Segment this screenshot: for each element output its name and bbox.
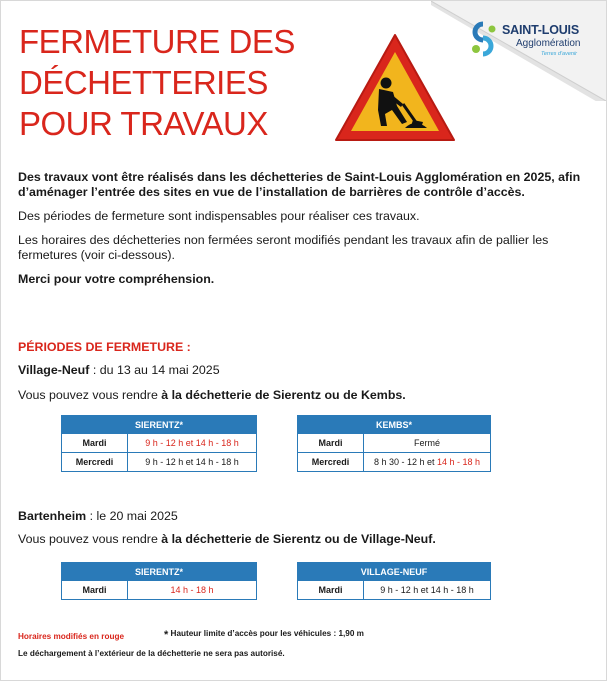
- day-cell: Mercredi: [298, 453, 364, 472]
- bartenheim-period: [18, 509, 178, 523]
- redirect-target: à la déchetterie de Sierentz ou de Village-Neuf.: [161, 532, 436, 546]
- table-row: [62, 434, 257, 453]
- village-neuf-dates: : du 13 au 14 mai 2025: [89, 363, 220, 377]
- table-header: VILLAGE-NEUF: [298, 563, 491, 581]
- hours-cell: [364, 453, 491, 472]
- logo-sub: Agglomération: [516, 38, 581, 49]
- kembs-hours-table: [297, 415, 491, 472]
- redirect-target: à la déchetterie de Sierentz ou de Kembs.: [161, 388, 406, 402]
- intro-paragraph-4: Merci pour votre compréhension.: [18, 272, 215, 286]
- hours-cell: 14 h - 18 h: [128, 581, 257, 600]
- redirect-prefix: Vous pouvez vous rendre: [18, 388, 162, 402]
- roadworks-sign-icon: [333, 32, 457, 144]
- day-cell: Mardi: [298, 434, 364, 453]
- sierentz-hours-table-1: [61, 415, 257, 472]
- asterisk: *: [164, 629, 169, 641]
- day-cell: Mardi: [62, 434, 128, 453]
- page-title: [19, 21, 319, 144]
- unloading-note: Le déchargement à l’extérieur de la déchetterie ne sera pas autorisé.: [18, 649, 285, 658]
- sierentz-hours-table-2: [61, 562, 257, 600]
- hours-cell: 9 h - 12 h et 14 h - 18 h: [128, 453, 257, 472]
- table-row: [298, 453, 491, 472]
- table-row: [298, 581, 491, 600]
- bartenheim-dates: : le 20 mai 2025: [86, 509, 178, 523]
- redirect-prefix: Vous pouvez vous rendre: [18, 532, 162, 546]
- table-header: SIERENTZ*: [62, 416, 257, 434]
- table-row: [62, 453, 257, 472]
- village-neuf-hours-table: [297, 562, 491, 600]
- intro-paragraph-1: Des travaux vont être réalisés dans les déchetteries de Saint-Louis Agglomération en 2025, afin d’aménager l’entrée des sites en vue de l’installation de barrières de contrôle d’accès.: [18, 170, 581, 199]
- logo-name: SAINT-LOUIS: [502, 23, 579, 37]
- title-line-3: POUR TRAVAUX: [19, 105, 268, 142]
- village-neuf-name: Village-Neuf: [18, 363, 90, 377]
- village-neuf-redirect: [18, 388, 406, 402]
- hours-cell: 9 h - 12 h et 14 h - 18 h: [128, 434, 257, 453]
- village-neuf-period: [18, 363, 220, 377]
- height-limit-text: Hauteur limite d’accès pour les véhicules : 1,90 m: [168, 629, 364, 638]
- height-limit-note: [164, 629, 364, 641]
- bartenheim-name: Bartenheim: [18, 509, 87, 523]
- table-row: [62, 581, 257, 600]
- intro-paragraph-3: Les horaires des déchetteries non fermées seront modifiés pendant les travaux afin de pallier les fermetures (voir ci-dessous).: [18, 233, 549, 262]
- title-line-2: DÉCHETTERIES: [19, 64, 268, 101]
- logo-tagline: Terres d'avenir: [541, 51, 578, 57]
- hours-cell: Fermé: [364, 434, 491, 453]
- day-cell: Mardi: [62, 581, 128, 600]
- intro-paragraph-2: Des périodes de fermeture sont indispensables pour réaliser ces travaux.: [18, 209, 420, 223]
- intro-text: [18, 170, 588, 296]
- modified-hours-note: Horaires modifiés en rouge: [18, 632, 125, 641]
- table-row: [298, 434, 491, 453]
- hours-modified: 14 h - 18 h: [437, 457, 481, 467]
- periods-title: PÉRIODES DE FERMETURE :: [18, 340, 191, 354]
- logo-mark-icon: [467, 21, 501, 57]
- hours-normal: 8 h 30 - 12 h et: [373, 457, 437, 467]
- saint-louis-logo[interactable]: [467, 21, 597, 65]
- day-cell: Mardi: [298, 581, 364, 600]
- bartenheim-redirect: [18, 532, 436, 546]
- title-line-1: FERMETURE DES: [19, 23, 295, 60]
- day-cell: Mercredi: [62, 453, 128, 472]
- hours-cell: 9 h - 12 h et 14 h - 18 h: [364, 581, 491, 600]
- table-header: KEMBS*: [298, 416, 491, 434]
- table-header: SIERENTZ*: [62, 563, 257, 581]
